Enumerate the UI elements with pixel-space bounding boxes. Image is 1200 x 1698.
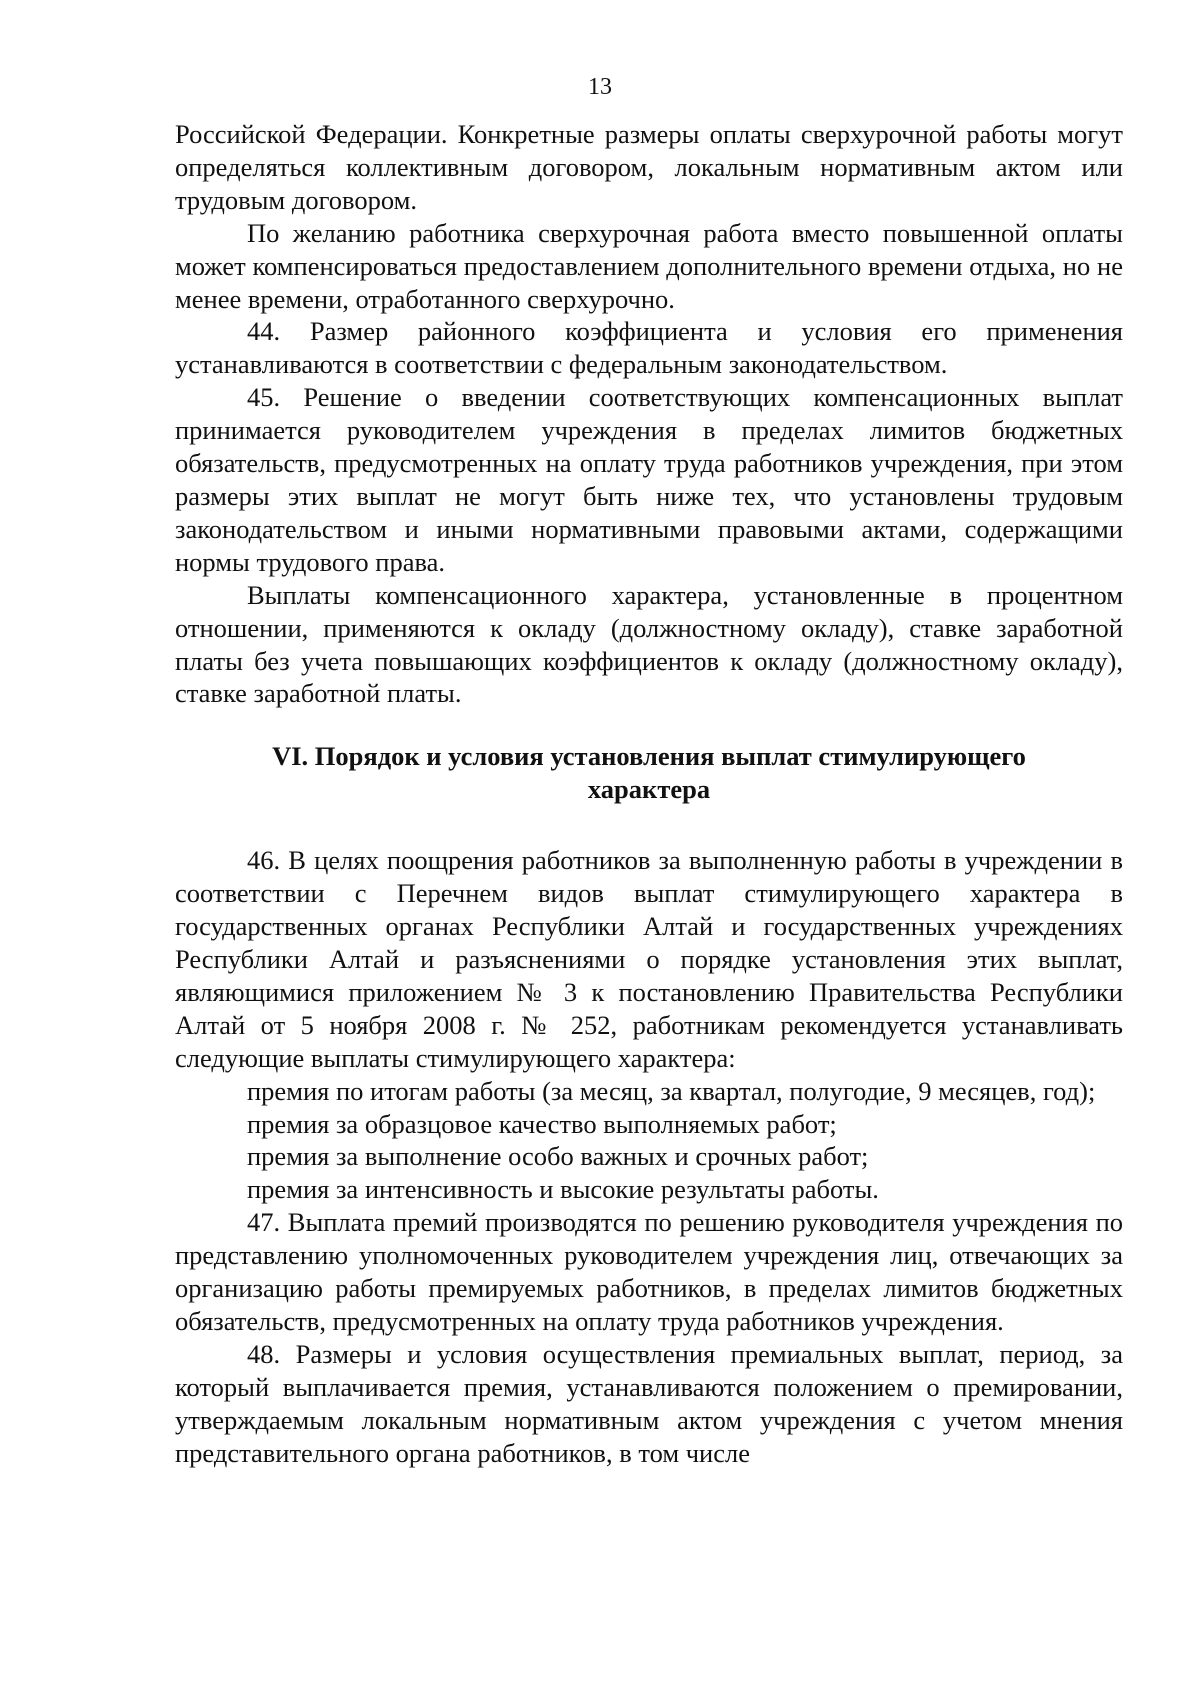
document-body [175, 118, 1123, 1470]
paragraph-item-44: 44. Размер районного коэффициента и условия его применения устанавливаются в соответствии с федеральным законодательством. [175, 316, 1123, 380]
page-number: 13 [588, 74, 612, 100]
paragraph-item-48: 48. Размеры и условия осуществления премиальных выплат, период, за который выплачивается премия, устанавливаются положением о премировании, утверждаемым локальным нормативным актом учреждения с учетом мнения представительного органа работников, в том числе [175, 1338, 1123, 1468]
list-item: премия за образцовое качество выполняемых работ; [247, 1108, 837, 1139]
paragraph: Российской Федерации. Конкретные размеры оплаты сверхурочной работы могут определяться коллективным договором, локальным нормативным актом или трудовым договором. [175, 119, 1123, 215]
list-item: премия за интенсивность и высокие результаты работы. [247, 1174, 879, 1205]
paragraph: По желанию работника сверхурочная работа вместо повышенной оплаты может компенсироваться предоставлением дополнительного времени отдыха, но не менее времени, отработанного сверхурочно. [175, 217, 1123, 314]
paragraph-item-45: 45. Решение о введении соответствующих компенсационных выплат принимается руководителем учреждения в пределах лимитов бюджетных обязательств, предусмотренных на оплату труда работников учреждения, при этом размеры этих выплат не могут быть ниже тех, что установлены трудовым законодательством и иными нормативными правовыми актами, содержащими нормы трудового права. [175, 382, 1123, 577]
paragraph-item-47: 47. Выплата премий производятся по решению руководителя учреждения по представлению уполномоченных руководителем учреждения лиц, отвечающих за организацию работы премируемых работников, в пределах лимитов бюджетных обязательств, предусмотренных на оплату труда работников учреждения. [175, 1207, 1123, 1336]
section-heading: VI. Порядок и условия установления выплат стимулирующего характера [272, 741, 1026, 805]
list-item: премия по итогам работы (за месяц, за квартал, полугодие, 9 месяцев, год); [247, 1075, 1096, 1106]
paragraph-item-46: 46. В целях поощрения работников за выполненную работы в учреждении в соответствии с Перечнем видов выплат стимулирующего характера в государственных органах Республики Алтай и государственных учреждениях Республики Алтай и разъяснениями о порядке установления этих выплат, являющимися приложением № 3 к постановлению Правительства Республики Алтай от 5 ноября 2008 г. № 252, работникам рекомендуется устанавливать следующие выплаты стимулирующего характера: [175, 845, 1123, 1073]
paragraph: Выплаты компенсационного характера, установленные в процентном отношении, применяются к окладу (должностному окладу), ставке заработной платы без учета повышающих коэффициентов к окладу (должностному окладу), ставке заработной платы. [175, 579, 1123, 709]
list-item: премия за выполнение особо важных и срочных работ; [247, 1141, 869, 1172]
